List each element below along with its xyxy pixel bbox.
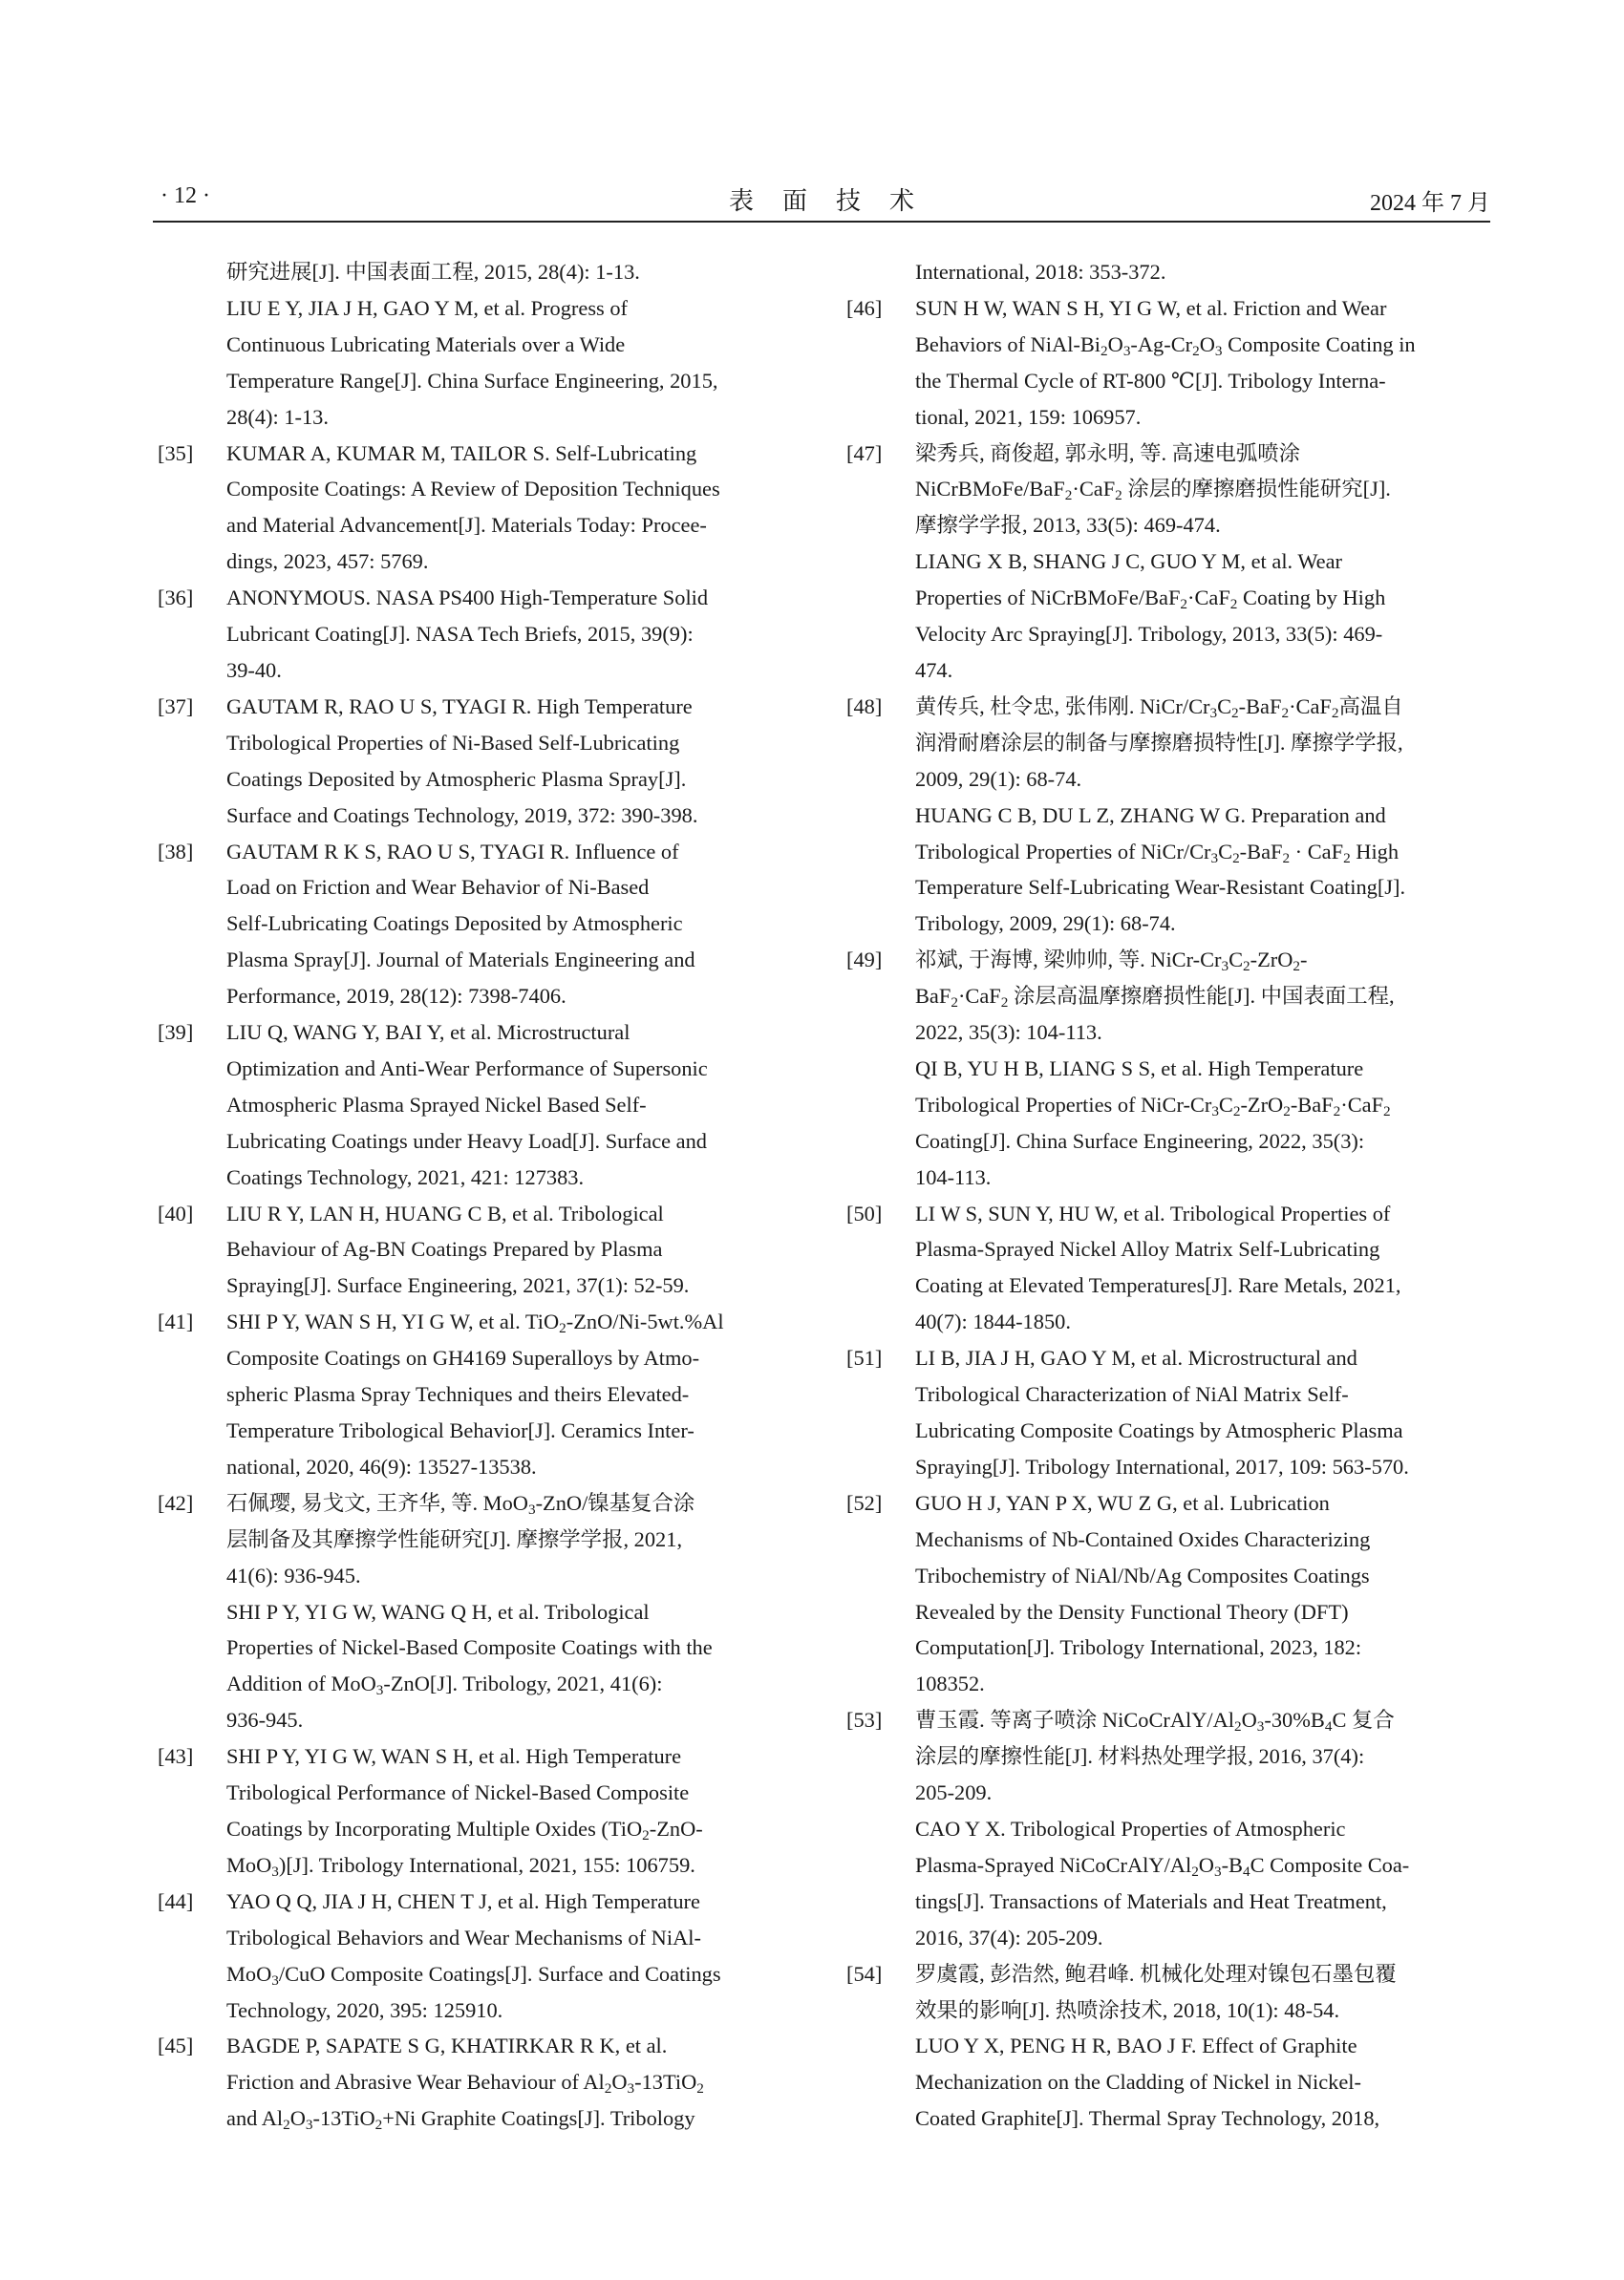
page-number: · 12 ·: [160, 183, 210, 208]
reference-line: LIU R Y, LAN H, HUANG C B, et al. Tribological: [226, 1201, 664, 1225]
reference-line: 205-209.: [915, 1780, 993, 1805]
reference-line: Friction and Abrasive Wear Behaviour of $Al_2O_3-13TiO_2$: [226, 2070, 704, 2098]
reference-line: CAO Y X. Tribological Properties of Atmospheric: [915, 1816, 1346, 1841]
reference-line: LIU Q, WANG Y, BAI Y, et al. Microstructural: [226, 1020, 630, 1045]
reference-line: LI W S, SUN Y, HU W, et al. Tribological Properties of: [915, 1201, 1391, 1225]
reference-entry: [844, 436, 1490, 689]
reference-line: Lubricant Coating[J]. NASA Tech Briefs, 2015, 39(9):: [226, 622, 694, 647]
reference-line: 474.: [915, 657, 953, 682]
reference-line: Plasma-Sprayed NiCoCrAlY/$Al_2O_3-B_4C$ Composite Coa-: [915, 1852, 1410, 1880]
reference-entry: [844, 1485, 1490, 1702]
reference-line: Mechanization on the Cladding of Nickel in Nickel-: [915, 2070, 1361, 2095]
reference-entry: [156, 689, 791, 834]
reference-entry: [844, 1956, 1490, 2138]
reference-line: Coatings Deposited by Atmospheric Plasma Spray[J].: [226, 766, 687, 791]
reference-number: [48]: [846, 693, 883, 718]
reference-entry: [156, 1196, 791, 1305]
reference-line: Tribological Behaviors and Wear Mechanisms of NiAl-: [226, 1925, 701, 1950]
reference-entry: [844, 1196, 1490, 1341]
reference-line: Tribological Performance of Nickel-Based Composite: [226, 1780, 690, 1805]
reference-line: Behaviors of NiAl-$Bi_2O_3-Ag-Cr_2O_3$ Composite Coating in: [915, 331, 1416, 359]
reference-entry: [156, 580, 791, 689]
reference-line: SHI P Y, YI G W, WAN S H, et al. High Temperature: [226, 1744, 682, 1769]
reference-number: [51]: [846, 1346, 883, 1371]
reference-number: [44]: [158, 1888, 194, 1913]
reference-line: Tribological Properties of Ni-Based Self-Lubricating: [226, 730, 680, 755]
journal-title: 表面技术: [728, 187, 943, 215]
reference-number: [47]: [846, 440, 883, 465]
reference-line: 2022, 35(3): 104-113.: [915, 1020, 1102, 1045]
reference-number: [53]: [846, 1708, 883, 1733]
reference-line: Lubricating Composite Coatings by Atmospheric Plasma: [915, 1418, 1403, 1442]
reference-number: [36]: [158, 586, 194, 610]
reference-line: and Material Advancement[J]. Materials Today: Procee-: [226, 513, 707, 538]
reference-line: 2016, 37(4): 205-209.: [915, 1925, 1103, 1950]
reference-line: Atmospheric Plasma Sprayed Nickel Based Self-: [226, 1092, 647, 1117]
reference-line: tings[J]. Transactions of Materials and Heat Treatment,: [915, 1888, 1387, 1913]
reference-line: Lubricating Coatings under Heavy Load[J]. Surface and: [226, 1128, 708, 1153]
reference-entry: [156, 436, 791, 581]
reference-entry: [844, 942, 1490, 1195]
reference-line: Spraying[J]. Surface Engineering, 2021, 37(1): 52-59.: [226, 1273, 690, 1298]
header-rule: [153, 221, 1490, 223]
reference-line: Tribological Characterization of NiAl Matrix Self-: [915, 1382, 1349, 1407]
running-header: [153, 178, 1490, 220]
reference-line: 40(7): 1844-1850.: [915, 1310, 1071, 1334]
reference-line: 效果的影响[J]. 热喷涂技术, 2018, 10(1): 48-54.: [915, 1997, 1340, 2022]
reference-line: MoO$_3$/CuO Composite Coatings[J]. Surface and Coatings: [226, 1961, 721, 1989]
reference-line: 罗虞霞, 彭浩然, 鲍君峰. 机械化处理对镍包石墨包覆: [915, 1961, 1397, 1986]
reference-line: 2009, 29(1): 68-74.: [915, 766, 1082, 791]
reference-line: Composite Coatings on GH4169 Superalloys by Atmo-: [226, 1346, 700, 1371]
reference-line: LI B, JIA J H, GAO Y M, et al. Microstructural and: [915, 1346, 1357, 1371]
reference-line: Continuous Lubricating Materials over a Wide: [226, 331, 626, 356]
reference-line: 39-40.: [226, 657, 282, 682]
reference-entry: [156, 834, 791, 1015]
reference-line: Revealed by the Density Functional Theory (DFT): [915, 1599, 1349, 1624]
references-left-column: [156, 254, 791, 2137]
reference-line: Addition of MoO$_3$-ZnO[J]. Tribology, 2021, 41(6):: [226, 1672, 663, 1699]
reference-line: GAUTAM R K S, RAO U S, TYAGI R. Influence of: [226, 839, 679, 863]
references-right-column: [844, 254, 1490, 2137]
reference-line: Coating at Elevated Temperatures[J]. Rare Metals, 2021,: [915, 1273, 1401, 1298]
reference-number: [43]: [158, 1744, 194, 1769]
reference-continuation: [844, 254, 1490, 290]
reference-line: 梁秀兵, 商俊超, 郭永明, 等. 高速电弧喷涂: [915, 440, 1301, 465]
reference-line: Temperature Tribological Behavior[J]. Ceramics Inter-: [226, 1418, 694, 1442]
reference-line: 108352.: [915, 1672, 985, 1696]
reference-line: Computation[J]. Tribology International, 2023, 182:: [915, 1635, 1362, 1660]
reference-line: 28(4): 1-13.: [226, 404, 329, 429]
reference-line: SUN H W, WAN S H, YI G W, et al. Friction and Wear: [915, 295, 1387, 320]
reference-line: Coating[J]. China Surface Engineering, 2022, 35(3):: [915, 1128, 1365, 1153]
reference-line: 润滑耐磨涂层的制备与摩擦磨损特性[J]. 摩擦学学报,: [915, 730, 1403, 755]
reference-line: Temperature Range[J]. China Surface Engineering, 2015,: [226, 368, 718, 393]
reference-number: [49]: [846, 948, 883, 972]
reference-line: Velocity Arc Spraying[J]. Tribology, 2013, 33(5): 469-: [915, 622, 1383, 647]
reference-number: [35]: [158, 440, 194, 465]
reference-line: MoO$_3$)[J]. Tribology International, 2021, 155: 106759.: [226, 1852, 695, 1880]
reference-line: Mechanisms of Nb-Contained Oxides Characterizing: [915, 1526, 1371, 1551]
reference-line: Tribology, 2009, 29(1): 68-74.: [915, 911, 1176, 936]
reference-line: Coatings Technology, 2021, 421: 127383.: [226, 1164, 585, 1189]
reference-line: Properties of Nickel-Based Composite Coatings with the: [226, 1635, 713, 1660]
reference-number: [38]: [158, 839, 194, 863]
reference-line: Performance, 2019, 28(12): 7398-7406.: [226, 984, 566, 1009]
reference-entry: [844, 689, 1490, 942]
reference-line: the Thermal Cycle of RT-800 ℃[J]. Tribology Interna-: [915, 368, 1386, 393]
reference-line: Optimization and Anti-Wear Performance of Supersonic: [226, 1055, 708, 1080]
reference-line: Plasma Spray[J]. Journal of Materials Engineering and: [226, 948, 695, 972]
reference-number: [45]: [158, 2034, 194, 2058]
reference-number: [46]: [846, 295, 883, 320]
reference-line: Properties of NiCrBMoFe/BaF$_2$·CaF$_2$ Coating by High: [915, 586, 1386, 612]
reference-line: NiCrBMoFe/BaF$_2$·CaF$_2$ 涂层的摩擦磨损性能研究[J].: [915, 477, 1391, 504]
reference-number: [41]: [158, 1310, 194, 1334]
reference-number: [54]: [846, 1961, 883, 1986]
reference-number: [40]: [158, 1201, 194, 1225]
reference-line: dings, 2023, 457: 5769.: [226, 549, 429, 574]
reference-line: Load on Friction and Wear Behavior of Ni-Based: [226, 875, 650, 900]
reference-line: Spraying[J]. Tribology International, 2017, 109: 563-570.: [915, 1454, 1409, 1479]
reference-line: HUANG C B, DU L Z, ZHANG W G. Preparation and: [915, 802, 1386, 827]
reference-line: national, 2020, 46(9): 13527-13538.: [226, 1454, 537, 1479]
reference-entry: [156, 1738, 791, 1884]
reference-number: [50]: [846, 1201, 883, 1225]
reference-line: Temperature Self-Lubricating Wear-Resistant Coating[J].: [915, 875, 1406, 900]
reference-line: Coated Graphite[J]. Thermal Spray Technology, 2018,: [915, 2106, 1380, 2131]
reference-line: LUO Y X, PENG H R, BAO J F. Effect of Graphite: [915, 2034, 1357, 2058]
reference-line: Tribochemistry of NiAl/Nb/Ag Composites Coatings: [915, 1563, 1370, 1587]
reference-line: Tribological Properties of NiCr/$Cr_3C_2-BaF_2 \cdot CaF_2$ High: [915, 839, 1400, 866]
reference-line: SHI P Y, YI G W, WANG Q H, et al. Tribological: [226, 1599, 650, 1624]
reference-line: GAUTAM R, RAO U S, TYAGI R. High Temperature: [226, 693, 693, 718]
reference-line: Coatings by Incorporating Multiple Oxides (TiO$_2$-ZnO-: [226, 1816, 703, 1843]
reference-line: 祁斌, 于海博, 梁帅帅, 等. NiCr-$Cr_3C_2-ZrO_2-$: [915, 948, 1308, 975]
reference-entry: [844, 290, 1490, 436]
reference-line: 104-113.: [915, 1164, 992, 1189]
reference-line: SHI P Y, WAN S H, YI G W, et al. TiO$_2$-ZnO/Ni-5wt.%Al: [226, 1310, 724, 1337]
reference-line: YAO Q Q, JIA J H, CHEN T J, et al. High Temperature: [226, 1888, 700, 1913]
reference-line: Plasma-Sprayed Nickel Alloy Matrix Self-Lubricating: [915, 1237, 1380, 1262]
reference-line: BaF$_2$·CaF$_2$ 涂层高温摩擦磨损性能[J]. 中国表面工程,: [915, 984, 1395, 1011]
reference-line: Technology, 2020, 395: 125910.: [226, 1997, 503, 2022]
reference-line: 黄传兵, 杜令忠, 张伟刚. NiCr/$Cr_3C_2-BaF_2\cdot CaF_2$高温自: [915, 693, 1403, 721]
reference-entry: [156, 1884, 791, 2029]
reference-number: [39]: [158, 1020, 194, 1045]
reference-line: Tribological Properties of NiCr-$Cr_3C_2-ZrO_2-BaF_2\cdot CaF_2$: [915, 1092, 1391, 1119]
reference-entry: [844, 1340, 1490, 1485]
reference-line: BAGDE P, SAPATE S G, KHATIRKAR R K, et al.: [226, 2034, 668, 2058]
reference-line: 涂层的摩擦性能[J]. 材料热处理学报, 2016, 37(4):: [915, 1744, 1365, 1769]
reference-line: LIU E Y, JIA J H, GAO Y M, et al. Progress of: [226, 295, 628, 320]
reference-entry: [156, 1304, 791, 1485]
reference-line: 41(6): 936-945.: [226, 1563, 361, 1587]
reference-line: KUMAR A, KUMAR M, TAILOR S. Self-Lubricating: [226, 440, 697, 465]
reference-entry: [156, 2028, 791, 2137]
issue-date: 2024 年 7 月: [1370, 191, 1490, 216]
reference-continuation: [156, 254, 791, 436]
reference-line: 摩擦学学报, 2013, 33(5): 469-474.: [915, 513, 1221, 538]
reference-line: tional, 2021, 159: 106957.: [915, 404, 1142, 429]
reference-line: spheric Plasma Spray Techniques and theirs Elevated-: [226, 1382, 690, 1407]
reference-line: 曹玉霞. 等离子喷涂 NiCoCrAlY/$Al_2O_3-30\%B_4C$ 复合: [915, 1708, 1395, 1736]
reference-line: and $Al_2O_3-13TiO_2+Ni$ Graphite Coatings[J]. Tribology: [226, 2106, 695, 2134]
reference-number: [52]: [846, 1490, 883, 1515]
reference-line: QI B, YU H B, LIANG S S, et al. High Temperature: [915, 1055, 1364, 1080]
reference-entry: [844, 1702, 1490, 1955]
reference-entry: [156, 1485, 791, 1738]
reference-line: 研究进展[J]. 中国表面工程, 2015, 28(4): 1-13.: [226, 260, 640, 284]
reference-number: [37]: [158, 693, 194, 718]
reference-line: 936-945.: [226, 1708, 304, 1733]
reference-line: Self-Lubricating Coatings Deposited by Atmospheric: [226, 911, 683, 936]
reference-line: Composite Coatings: A Review of Deposition Techniques: [226, 477, 720, 501]
reference-line: Surface and Coatings Technology, 2019, 372: 390-398.: [226, 802, 698, 827]
reference-line: 层制备及其摩擦学性能研究[J]. 摩擦学学报, 2021,: [226, 1526, 683, 1551]
reference-line: Behaviour of Ag-BN Coatings Prepared by Plasma: [226, 1237, 663, 1262]
reference-line: GUO H J, YAN P X, WU Z G, et al. Lubrication: [915, 1490, 1330, 1515]
reference-line: ANONYMOUS. NASA PS400 High-Temperature Solid: [226, 586, 709, 610]
reference-line: International, 2018: 353-372.: [915, 260, 1166, 284]
reference-number: [42]: [158, 1490, 194, 1515]
reference-line: LIANG X B, SHANG J C, GUO Y M, et al. Wear: [915, 549, 1343, 574]
reference-entry: [156, 1014, 791, 1196]
reference-line: 石佩璎, 易戈文, 王齐华, 等. MoO$_3$-ZnO/镍基复合涂: [226, 1490, 695, 1518]
